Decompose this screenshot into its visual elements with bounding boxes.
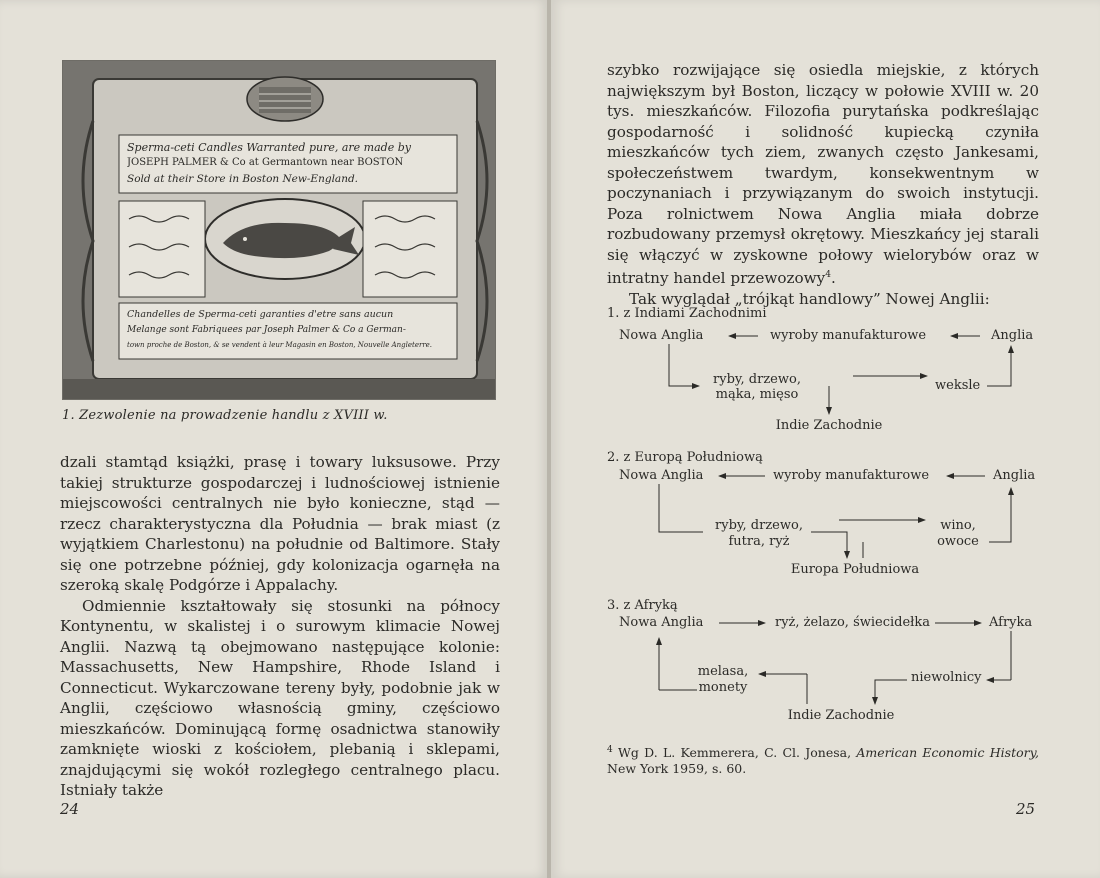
engraving-line-6: town proche de Boston, & se vendent à leur Magasin en Boston, Nouvelle Angleterre. <box>127 341 433 349</box>
diagram-3-top-goods: ryż, żelazo, świecidełka <box>775 615 931 630</box>
engraving-line-3: Sold at their Store in Boston New-England. <box>127 173 359 185</box>
diagram-1-bottom-node: Indie Zachodnie <box>775 418 883 433</box>
right-paragraph-1: szybko rozwijające się osiedla miejskie, z których największym był Boston, liczący w połowie XVIII w. 20 tys. mieszkańców. Filozofia purytańska podkreślając gospodarność i solidność kupiecką czyniła mieszkańców tych ziem, zwanych często Jankesami, społeczeństwem twardym, konsekwentnym w poczynaniach i przywiązanym do swoich instytucji. Poza rolnictwem Nowa Anglia miała dobrze rozbudowany przemysł okrętowy. Mieszkańcy jej starali się włączyć w zyskowne połowy wielorybów oraz w intratny handel przewozowy$^4$. <box>607 61 1039 288</box>
figure-caption: 1. Zezwolenie na prowadzenie handlu z XVIII w. <box>62 408 388 423</box>
left-paragraph-2: Odmiennie kształtowały się stosunki na północy Kontynentu, w skalistej i o surowym klimacie Nowej Anglii. Nazwą tą obejmowano następujące kolonie: Massachusetts, New Hampshire, Rhode Island i Connecticut. Wykarczowane tereny były, podobnie jak w Anglii, częściowo własnością gminy, częściowo mieszkańców. Dominującą formę osadnictwa stanowiły zamknięte wioski z kościołem, plebanią i sklepami, znajdującymi się wokół rozległego centralnego placu. Istniały także <box>60 596 500 799</box>
diagram-2-top-goods: wyroby manufakturowe <box>773 468 930 483</box>
diagram-1-title: 1. z Indiami Zachodnimi <box>607 306 767 321</box>
diagram-3-goods-b: niewolnicy <box>911 670 982 685</box>
trade-diagram-africa <box>607 598 1042 728</box>
diagram-3-title: 3. z Afryką <box>607 598 678 613</box>
diagram-3-bottom-node: Indie Zachodnie <box>787 708 895 723</box>
left-page <box>0 0 549 878</box>
left-paragraph-1: dzali stamtąd książki, prasę i towary luksusowe. Przy takiej strukturze gospodarczej i ludnościowej istnienie miejscowości centralnych nie było konieczne, stąd — rzecz charakterystyczna dla Południa — brak miast (z wyjątkiem Charlestonu) na południe od Baltimore. Stały się one potrzebne później, gdy kolonizacja ogarnęła na szeroką skalę Podgórze i Appalachy. <box>60 453 500 594</box>
diagram-3-right-node: Afryka <box>989 615 1033 630</box>
diagram-3-goods-a-line-2: monety <box>698 680 748 695</box>
trade-diagram-west-indies <box>607 306 1042 436</box>
diagram-3-left-node: Nowa Anglia <box>619 615 704 630</box>
engraving-line-2: JOSEPH PALMER & Co at Germantown near BOSTON <box>127 157 404 168</box>
footnote-marker: 4 <box>607 745 613 755</box>
page-number-left: 24 <box>60 800 80 818</box>
diagram-2-goods-a-line-2: futra, ryż <box>728 534 790 549</box>
diagram-2-bottom-node: Europa Południowa <box>790 562 920 577</box>
right-paragraph-2: Tak wyglądał „trójkąt handlowy” Nowej Anglii: <box>629 289 990 308</box>
footnote-reference: 4 <box>825 270 831 280</box>
diagram-1-right-node: Anglia <box>991 328 1034 343</box>
diagram-2-goods-b-line-2: owoce <box>937 534 979 549</box>
page-number-right: 25 <box>1016 800 1036 818</box>
footnote <box>607 742 1039 777</box>
diagram-1-left-node: Nowa Anglia <box>619 328 704 343</box>
certificate-engraving <box>62 60 496 400</box>
diagram-2-title: 2. z Europą Południową <box>607 450 763 465</box>
engraving-line-5: Melange sont Fabriquees par Joseph Palmer & Co a German- <box>127 325 406 335</box>
diagram-3-goods-a-line-1: melasa, <box>697 664 749 679</box>
footnote-suffix: New York 1959, s. 60. <box>607 761 747 777</box>
diagram-1-goods-a-line-1: ryby, drzewo, <box>713 372 801 387</box>
diagram-1-goods-a-line-2: mąka, mięso <box>715 387 799 402</box>
footnote-prefix: Wg D. L. Kemmerera, C. Cl. Jonesa, <box>618 745 852 761</box>
left-body-text <box>60 452 500 801</box>
diagram-2-goods-b-line-1: wino, <box>940 518 976 533</box>
right-body-text <box>607 60 1039 309</box>
diagram-1-goods-b: weksle <box>935 378 981 393</box>
engraving-line-4: Chandelles de Sperma-ceti garanties d'etre sans aucun <box>127 309 394 320</box>
engraving-line-1: Sperma-ceti Candles Warranted pure, are made by <box>127 141 411 154</box>
diagram-2-left-node: Nowa Anglia <box>619 468 704 483</box>
right-paragraph-1-text: szybko rozwijające się osiedla miejskie, z których największym był Boston, liczący w połowie XVIII w. 20 tys. mieszkańców. Filozofia purytańska podkreślając gospodarność i solidność kupiecką czyniła mieszkańców tych ziem, zwanych często Jankesami, społeczeństwem twardym, konsekwentnym w poczynaniach i przywiązanym do swoich instytucji. Poza rolnictwem Nowa Anglia miała dobrze rozbudowany przemysł okrętowy. Mieszkańcy jej starali się włączyć w zyskowne połowy wielorybów oraz w intratny handel przewozowy <box>607 61 1039 288</box>
diagram-2-right-node: Anglia <box>993 468 1036 483</box>
footnote-title: American Economic History, <box>856 745 1039 761</box>
diagram-2-goods-a-line-1: ryby, drzewo, <box>715 518 803 533</box>
diagram-1-arrows <box>607 306 1042 436</box>
diagram-1-top-goods: wyroby manufakturowe <box>770 328 927 343</box>
trade-diagram-southern-europe <box>607 450 1042 580</box>
